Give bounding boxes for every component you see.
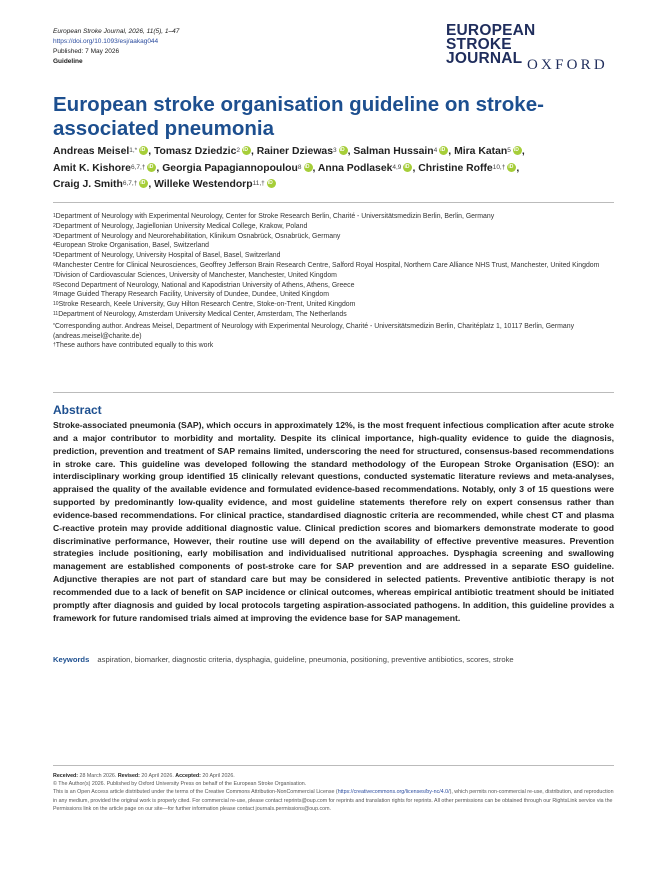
affiliation-item	[53, 251, 613, 261]
license-text: ), which permits non-commercial re-use, distribution, and reproduction in any medium, provided the original work is properly cited. For commercial re-use, please contact reprints@oup.com for reprints and translation rights for reprints. All other permissions can be obtained through our RightsLink service via the Permissions link on the article page on our site—for further information please contact journals.permissions@oup.com.	[53, 789, 614, 812]
affiliation-text: Department of Neurology, Jagiellonian University Medical College, Krakow, Poland	[55, 222, 308, 230]
affiliation-marker: 3	[53, 232, 56, 239]
orcid-icon[interactable]	[403, 163, 412, 172]
author	[353, 146, 454, 157]
received-date: 28 March 2026.	[79, 773, 117, 779]
affiliation-item	[53, 241, 613, 251]
divider	[53, 765, 614, 766]
keywords-label: Keywords	[53, 655, 90, 664]
divider	[53, 392, 614, 393]
author-separator: ,	[521, 146, 525, 157]
affiliation-text: Department of Neurology with Experimental Neurology, Center for Stroke Research Berlin, Charité - Universitätsmedizin Berlin, Berlin, Germany	[55, 213, 495, 220]
author-separator: ,	[250, 146, 257, 157]
doi-link[interactable]: https://doi.org/10.1093/esj/aakag044	[53, 38, 159, 45]
affiliation-item	[53, 212, 613, 222]
keywords-text: aspiration, biomarker, diagnostic criteria, dysphagia, guideline, pneumonia, positioning, preventive antibiotics, scores, stroke	[97, 655, 514, 664]
author-separator: ,	[148, 146, 154, 157]
keywords	[53, 655, 614, 664]
accepted-date: 20 April 2026.	[202, 773, 235, 779]
author	[154, 146, 257, 157]
author-name: Georgia Papagiannopoulou	[162, 162, 298, 174]
author	[418, 163, 519, 174]
orcid-icon[interactable]	[242, 146, 251, 155]
affiliation-list	[53, 212, 613, 351]
author-separator: ,	[148, 179, 155, 190]
affiliation-text: Image Guided Therapy Research Facility, University of Dundee, Dundee, United Kingdom	[55, 291, 329, 299]
author	[53, 146, 154, 157]
affiliation-marker: 2	[53, 222, 56, 229]
author	[53, 163, 162, 174]
orcid-icon[interactable]	[139, 179, 148, 188]
author	[454, 146, 525, 157]
author-name: Amit K. Kishore	[53, 162, 131, 174]
published-date: Published: 7 May 2026	[53, 48, 120, 55]
author-affiliation-marker: 2	[236, 147, 240, 154]
journal-logo-line: STROKE	[446, 36, 512, 53]
affiliation-marker: 8	[53, 281, 56, 288]
abstract-text: Stroke-associated pneumonia (SAP), which occurs in approximately 12%, is the most frequent infectious complication after acute stroke and a major contributor to morbidity and mortality. Despite its clinical importance, high-quality evidence to guide the diagnosis, prediction, prevention and treatment of SAP remains limited, underscoring the need for structured, consensus-based recommendations in stroke care. This guideline was developed following the standard methodology of the European Stroke Organisation (ESO): an interdisciplinary working group identified 15 clinically relevant questions, conducted systematic literature reviews and meta-analyses, appraised the quality of the available evidence and formulated evidence-based recommendations. Notably, only 3 of 15 questions were supported by predominantly low-quality evidence, and most guideline statements therefore rely on expert consensus rather than evidence-based recommendations. For clinical practice, standardised diagnostic criteria are recommended, while chest CT and plasma C-reactive protein may provide additional diagnostic value. Clinical prediction scores and biomarkers demonstrate moderate to good discriminative performance, However, their routine use will depend on the availability of effective preventive measures. Prevention strategies include positioning, early mobilisation and individualised nutritional approaches. Dysphagia screening and swallowing management are established components of post-stroke care for SAP prevention and are addressed in a separate ESO guideline. Adjunctive therapies are not part of standard care but may be considered in selected patients. Preventive antibiotic therapy is not recommended due to a lack of benefit on SAP incidence or clinical outcomes, whereas empirical antibiotic treatment should be initiated promptly after diagnosis and guided by local protocols targeting aspiration-associated pathogens. In addition, this guideline provides a framework for future randomised trials aimed at improving the evidence base for SAP management.	[53, 420, 614, 623]
affiliation-marker: 5	[53, 252, 56, 259]
author-separator: ,	[312, 162, 318, 174]
affiliation-text: These authors have contributed equally to this work	[55, 342, 214, 350]
author-separator: ,	[156, 162, 163, 174]
affiliation-text: European Stroke Organisation, Basel, Switzerland	[55, 242, 209, 250]
affiliation-item	[53, 290, 613, 300]
license-link[interactable]: https://creativecommons.org/licenses/by-nc/4.0/	[337, 789, 450, 796]
affiliation-item	[53, 222, 613, 232]
affiliation-marker: 6	[53, 261, 56, 268]
orcid-icon[interactable]	[147, 163, 156, 172]
orcid-icon[interactable]	[439, 146, 448, 155]
affiliation-text: Department of Neurology, University Hospital of Basel, Basel, Switzerland	[55, 252, 281, 260]
affiliation-marker: 7	[53, 271, 56, 278]
author-name: Craig J. Smith	[53, 179, 123, 190]
author-name: Willeke Westendorp	[154, 179, 253, 190]
article-footer	[53, 772, 614, 813]
article-type: Guideline	[53, 58, 83, 65]
affiliation-item	[53, 322, 613, 342]
copyright: © The Author(s) 2026. Published by Oxford University Press on behalf of the European Stroke Organisation.	[53, 781, 307, 788]
affiliation-text: Stroke Research, Keele University, Guy Hilton Research Centre, Stoke-on-Trent, United Kingdom	[58, 301, 356, 309]
author-separator: ,	[516, 162, 520, 174]
affiliation-item	[53, 271, 613, 281]
author	[162, 163, 318, 174]
affiliation-text: Manchester Centre for Clinical Neurosciences, Geoffrey Jefferson Brain Research Centre, Salford Royal Hospital, Northern Care Alliance NHS Trust, Manchester, United Kingdom	[55, 261, 600, 269]
orcid-icon[interactable]	[339, 146, 348, 155]
journal-citation: European Stroke Journal, 2026, 11(5), 1–47	[53, 28, 180, 35]
author-affiliation-marker: 1,*	[129, 147, 138, 154]
affiliation-marker: †	[53, 342, 56, 349]
journal-logo	[446, 24, 535, 66]
license	[53, 788, 614, 813]
license-text: This is an Open Access article distributed under the terms of the Creative Commons Attribution-NonCommercial License (	[53, 789, 338, 796]
orcid-icon[interactable]	[304, 163, 313, 172]
affiliation-item	[53, 281, 613, 291]
orcid-icon[interactable]	[507, 163, 516, 172]
author-affiliation-marker: 4	[433, 147, 438, 154]
journal-logo-line: JOURNAL	[446, 50, 523, 67]
orcid-icon[interactable]	[139, 146, 148, 155]
author-name: Anna Podlasek	[317, 162, 393, 174]
author-name: Christine Roffe	[418, 162, 493, 174]
author-name: Mira Katan	[454, 146, 508, 157]
author-affiliation-marker: 11,†	[252, 180, 265, 187]
orcid-icon[interactable]	[513, 146, 522, 155]
author-name: Salman Hussain	[353, 146, 434, 157]
author-separator: ,	[412, 162, 419, 174]
author-affiliation-marker: 10,†	[492, 163, 506, 171]
author-affiliation-marker: 6,7,†	[122, 180, 138, 187]
affiliation-item	[53, 341, 613, 351]
affiliation-text: Second Department of Neurology, National and Kapodistrian University of Athens, Athens, Greece	[55, 281, 355, 289]
publisher-logo: OXFORD	[527, 57, 608, 73]
revised-date: 20 April 2026.	[141, 773, 174, 779]
author-separator: ,	[347, 146, 354, 157]
affiliation-marker: 11	[53, 310, 59, 317]
affiliation-text: Department of Neurology, Amsterdam University Medical Center, Amsterdam, The Netherlands	[58, 310, 347, 318]
author-affiliation-marker: 8	[297, 163, 302, 171]
orcid-icon[interactable]	[267, 179, 276, 188]
affiliation-item	[53, 310, 613, 320]
affiliation-marker: 9	[53, 291, 56, 298]
abstract-heading: Abstract	[53, 403, 102, 417]
journal-logo-line: EUROPEAN	[446, 22, 536, 39]
author-affiliation-marker: 4,9	[392, 163, 402, 171]
affiliation-item	[53, 261, 613, 271]
author-name: Andreas Meisel	[53, 146, 130, 157]
affiliation-item	[53, 232, 613, 242]
author-separator: ,	[448, 146, 455, 157]
author-affiliation-marker: 5	[507, 147, 511, 154]
author-affiliation-marker: 3	[332, 147, 337, 154]
dates-line	[53, 772, 614, 780]
author	[257, 146, 354, 157]
affiliation-marker: 1	[53, 213, 56, 219]
accepted-label: Accepted:	[175, 773, 201, 779]
author-name: Rainer Dziewas	[256, 146, 333, 157]
author	[154, 179, 276, 190]
author	[318, 163, 418, 174]
affiliation-marker: 10	[53, 301, 59, 308]
article-title: European stroke organisation guideline on stroke-associated pneumonia	[53, 93, 544, 140]
divider	[53, 202, 614, 203]
received-label: Received:	[53, 773, 79, 779]
affiliation-marker: *	[53, 322, 55, 329]
author-name: Tomasz Dziedzic	[153, 146, 237, 157]
affiliation-marker: 4	[53, 242, 56, 249]
affiliation-text: Corresponding author. Andreas Meisel, Department of Neurology with Experimental Neurology, Charité - Universitätsmedizin Berlin, Charitéplatz 1, 10117 Berlin, Germany (andreas.meisel@charite.de)	[53, 322, 575, 340]
affiliation-item	[53, 300, 613, 310]
author	[53, 179, 154, 190]
author-list	[53, 144, 613, 194]
revised-label: Revised:	[117, 773, 140, 779]
affiliation-text: Division of Cardiovascular Sciences, University of Manchester, Manchester, United Kingdom	[55, 271, 337, 279]
affiliation-text: Department of Neurology and Neurorehabilitation, Klinikum Osnabrück, Osnabrück, Germany	[55, 232, 341, 240]
author-affiliation-marker: 6,7,†	[130, 163, 146, 171]
article-header	[53, 27, 179, 67]
